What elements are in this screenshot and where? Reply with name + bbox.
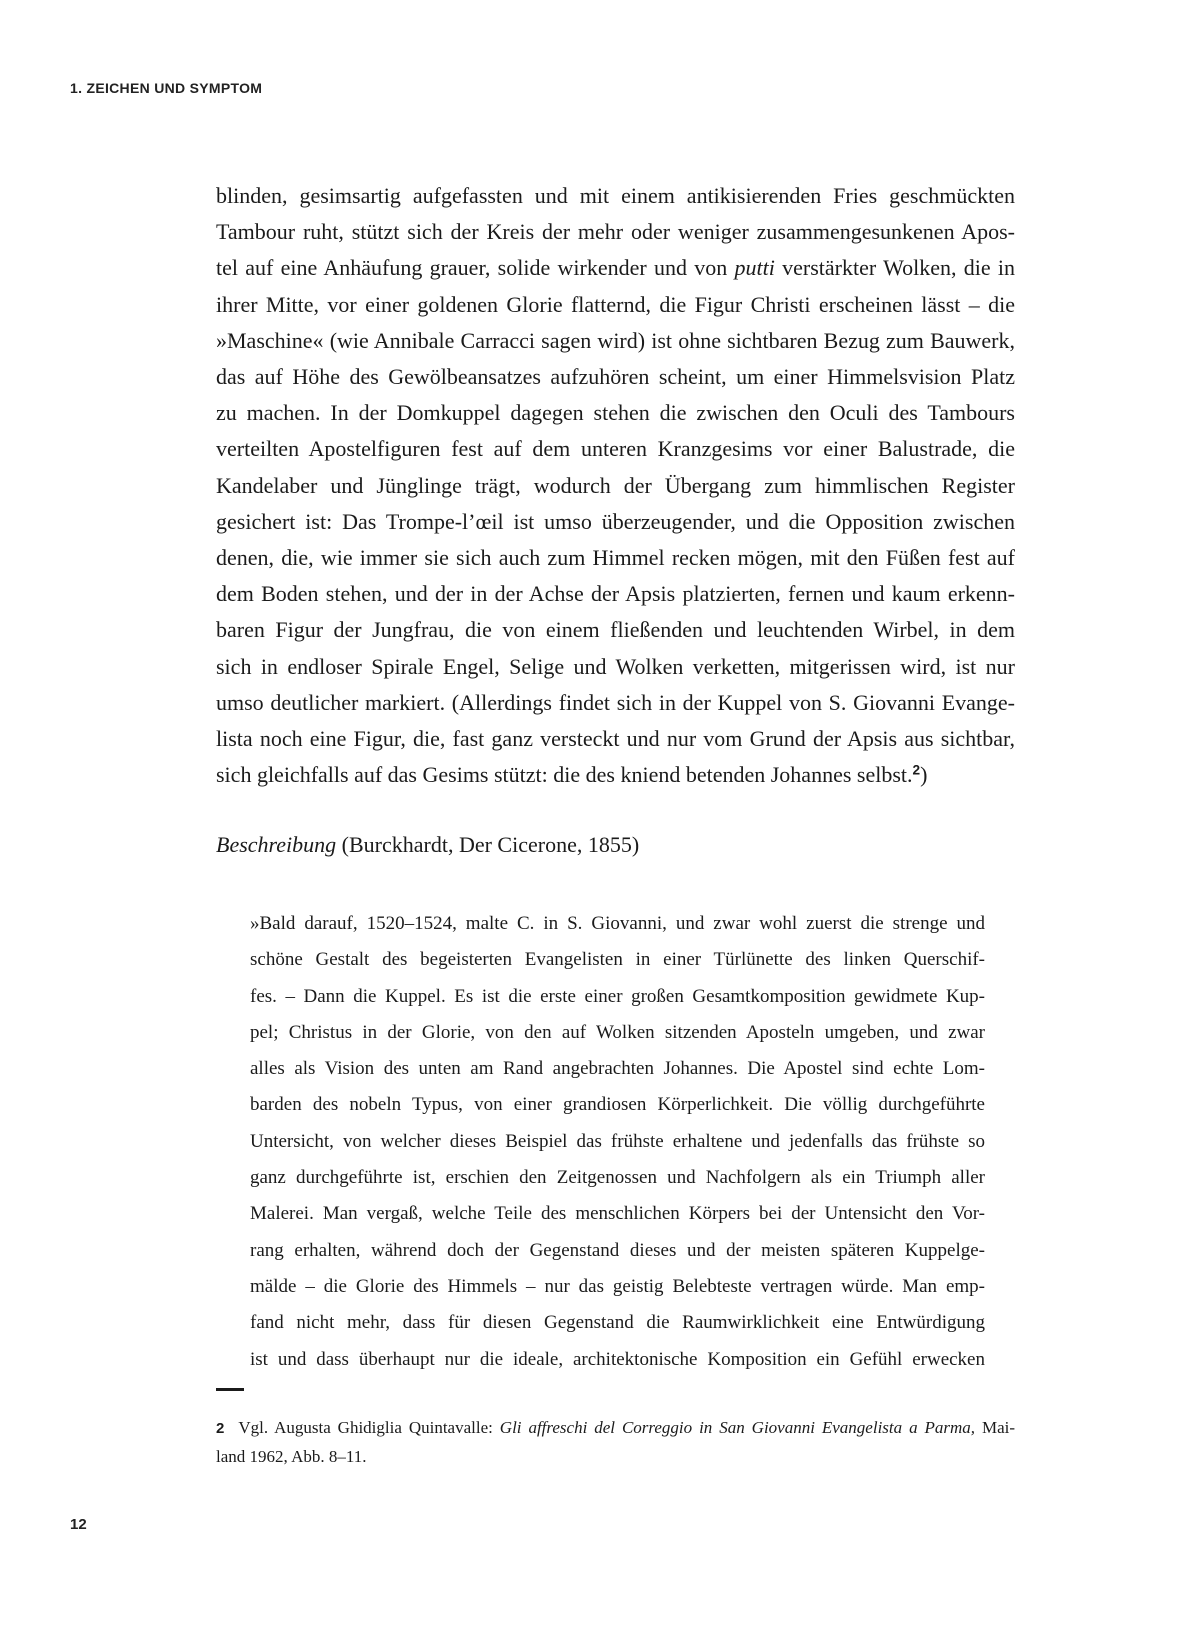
body-line-text: tel auf eine Anhäufung grauer, solide wirkender und von: [216, 255, 728, 281]
block-quote: [250, 906, 985, 1378]
body-line: umso deutlicher markiert. (Allerdings findet sich in der Kuppel von S. Giovanni Evange-: [216, 689, 1015, 715]
body-line: gesichert ist: Das Trompe-l’œil ist umso überzeugender, und die Opposition zwischen: [216, 508, 1015, 534]
footnote-number: 2: [216, 1420, 225, 1437]
body-line: dem Boden stehen, und der in der Achse der Apsis platzierten, fernen und kaum erkenn-: [216, 581, 1015, 607]
quote-line: fand nicht mehr, dass für diesen Gegenstand die Raumwirklichkeit eine Entwürdigung: [250, 1312, 985, 1334]
footnote-prefix: Vgl. Augusta Ghidiglia Quintavalle:: [238, 1418, 493, 1437]
section-heading: [216, 832, 639, 858]
quote-line: Untersicht, von welcher dieses Beispiel das frühste erhaltene und jedenfalls das frühste so: [250, 1130, 985, 1152]
page-number: 12: [70, 1516, 87, 1533]
body-paragraph: [216, 178, 1015, 793]
body-line: sich in endloser Spirale Engel, Selige und Wolken verketten, mitgerissen wird, ist nur: [216, 653, 1015, 679]
quote-line: mälde – die Glorie des Himmels – nur das geistig Belebteste vertragen würde. Man emp-: [250, 1275, 985, 1297]
body-line: »Maschine« (wie Annibale Carracci sagen wird) ist ohne sichtbaren Bezug zum Bauwerk,: [216, 327, 1015, 353]
footnote: [216, 1414, 1015, 1471]
quote-line: ganz durchgeführte ist, erschien den Zeitgenossen und Nachfolgern als ein Triumph aller: [250, 1167, 985, 1189]
quote-line: »Bald darauf, 1520–1524, malte C. in S. Giovanni, und zwar wohl zuerst die strenge und: [250, 913, 985, 934]
body-line-text: verstärkter Wolken, die in: [782, 255, 1016, 281]
body-line: blinden, gesimsartig aufgefassten und mit einem antikisierenden Fries geschmückten: [216, 183, 1015, 208]
body-line: [216, 250, 1015, 286]
body-line: das auf Höhe des Gewölbeansatzes aufzuhören scheint, um einer Himmelsvision Platz: [216, 364, 1015, 390]
body-italic-term: putti: [734, 255, 775, 281]
body-line: [216, 757, 1015, 793]
quote-line: Malerei. Man vergaß, welche Teile des menschlichen Körpers bei der Untensicht den Vor-: [250, 1203, 985, 1225]
body-line: ihrer Mitte, vor einer goldenen Glorie flatternd, die Figur Christi erscheinen lässt – die: [216, 291, 1015, 317]
quote-line: rang erhalten, während doch der Gegenstand dieses und der meisten späteren Kuppelge-: [250, 1239, 985, 1261]
quote-line: schöne Gestalt des begeisterten Evangelisten in einer Türlünette des linken Querschif-: [250, 949, 985, 971]
body-line: verteilten Apostelfiguren fest auf dem unteren Kranzgesims vor einer Balustrade, die: [216, 436, 1015, 462]
quote-line: ist und dass überhaupt nur die ideale, architektonische Komposition ein Gefühl erwecken: [250, 1348, 985, 1370]
footnote-line: [216, 1414, 1015, 1443]
body-line: zu machen. In der Domkuppel dagegen stehen die zwischen den Oculi des Tambours: [216, 400, 1015, 426]
footnote-title: Gli affreschi del Correggio in San Giovanni Evangelista a Parma,: [499, 1418, 976, 1437]
section-heading-italic: Beschreibung: [216, 832, 337, 857]
quote-line: fes. – Dann die Kuppel. Es ist die erste einer großen Gesamtkomposition gewidmete Kup-: [250, 985, 985, 1007]
quote-line: pel; Christus in der Glorie, von den auf Wolken sitzenden Aposteln umgeben, und zwar: [250, 1021, 985, 1043]
footnote-suffix: Mai-: [981, 1418, 1016, 1437]
body-line: denen, die, wie immer sie sich auch zum Himmel recken mögen, mit den Füßen fest auf: [216, 545, 1015, 571]
quote-line: barden des nobeln Typus, von einer grandiosen Körperlichkeit. Die völlig durchgeführte: [250, 1094, 985, 1116]
body-line: lista noch eine Figur, die, fast ganz versteckt und nur vom Grund der Apsis aus sichtbar,: [216, 726, 1015, 752]
running-head: 1. ZEICHEN UND SYMPTOM: [70, 80, 263, 96]
quote-line: alles als Vision des unten am Rand angebrachten Johannes. Die Apostel sind echte Lom-: [250, 1058, 985, 1080]
section-heading-source: (Burckhardt, Der Cicerone, 1855): [341, 832, 640, 857]
footnote-reference[interactable]: 2: [912, 762, 921, 778]
footnote-separator: [216, 1388, 244, 1391]
body-line: baren Figur der Jungfrau, die von einem fließenden und leuchtenden Wirbel, in dem: [216, 617, 1015, 643]
footnote-line: land 1962, Abb. 8–11.: [216, 1447, 367, 1466]
body-line-text: sich gleichfalls auf das Gesims stützt: die des kniend betenden Johannes selbst.: [216, 762, 913, 788]
body-line: Tambour ruht, stützt sich der Kreis der mehr oder weniger zusammengesunkenen Apos-: [216, 219, 1015, 245]
body-line: Kandelaber und Jünglinge trägt, wodurch der Übergang zum himmlischen Register: [216, 472, 1015, 498]
closing-paren: ): [920, 762, 928, 788]
